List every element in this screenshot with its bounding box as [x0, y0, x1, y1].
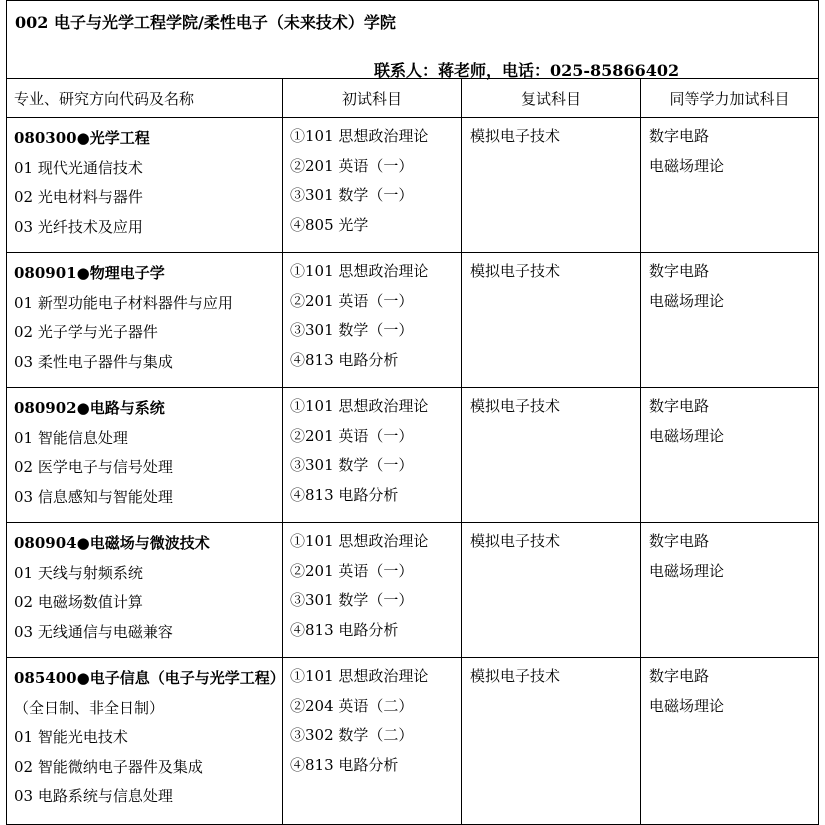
major-title: 085400●电子信息（电子与光学工程）: [14, 669, 285, 687]
extra-cell: [641, 388, 819, 523]
major-cell: [7, 118, 283, 253]
extra-subject: 数字电路: [649, 397, 710, 415]
direction-item: 02 光电材料与器件: [14, 188, 143, 206]
exam-cell: [283, 253, 462, 388]
exam-subject: ②201 英语（一）: [290, 156, 414, 175]
exam-subject: ①101 思想政治理论: [290, 262, 429, 280]
column-header-extra: 同等学力加试科目: [641, 79, 819, 118]
exam-subject: ①101 思想政治理论: [290, 397, 429, 415]
major-title: 080901●物理电子学: [14, 264, 165, 282]
retest-cell: [462, 388, 641, 523]
extra-cell: [641, 253, 819, 388]
extra-cell: [641, 118, 819, 253]
exam-cell: [283, 658, 462, 825]
exam-subject: ②201 英语（一）: [290, 561, 414, 580]
exam-subject: ④813 电路分析: [290, 620, 399, 639]
exam-subject: ④813 电路分析: [290, 485, 399, 504]
exam-subject: ①101 思想政治理论: [290, 532, 429, 550]
exam-subject: ①101 思想政治理论: [290, 667, 429, 685]
extra-subject: 数字电路: [649, 667, 710, 685]
column-header-major: 专业、研究方向代码及名称: [7, 79, 283, 118]
direction-item: 03 无线通信与电磁兼容: [14, 622, 173, 641]
retest-subject: 模拟电子技术: [470, 262, 561, 280]
major-cell: [7, 253, 283, 388]
retest-cell: [462, 658, 641, 825]
major-cell: [7, 388, 283, 523]
retest-cell: [462, 523, 641, 658]
extra-subject: 数字电路: [649, 127, 710, 145]
table-row: [7, 118, 819, 253]
direction-item: 01 现代光通信技术: [14, 158, 143, 177]
exam-cell: [283, 523, 462, 658]
direction-item: 02 智能微纳电子器件及集成: [14, 757, 203, 776]
table-row: [7, 253, 819, 388]
table-row: [7, 658, 819, 825]
exam-cell: [283, 118, 462, 253]
retest-subject: 模拟电子技术: [470, 397, 561, 415]
column-header-retest: 复试科目: [462, 79, 641, 118]
exam-cell: [283, 388, 462, 523]
retest-subject: 模拟电子技术: [470, 667, 561, 685]
exam-subject: ④813 电路分析: [290, 755, 399, 774]
extra-subject: 数字电路: [649, 532, 710, 550]
column-header-exam: 初试科目: [283, 79, 462, 118]
direction-item: 02 光子学与光子器件: [14, 323, 158, 341]
study-mode-note: （全日制、非全日制）: [14, 698, 165, 717]
school-title: 002 电子与光学工程学院/柔性电子（未来技术）学院: [15, 13, 396, 32]
retest-cell: [462, 253, 641, 388]
exam-subject: ④813 电路分析: [290, 350, 399, 369]
exam-subject: ④805 光学: [290, 215, 369, 234]
contact-info: 联系人：蒋老师，电话：025-85866402: [374, 61, 680, 80]
extra-cell: [641, 523, 819, 658]
extra-subject: 电磁场理论: [649, 561, 725, 580]
exam-subject: ③301 数学（一）: [290, 591, 414, 609]
admissions-table: [6, 0, 819, 825]
extra-subject: 电磁场理论: [649, 426, 725, 445]
table-header-cell: [7, 1, 819, 79]
retest-cell: [462, 118, 641, 253]
exam-subject: ②201 英语（一）: [290, 426, 414, 445]
exam-subject: ②204 英语（二）: [290, 696, 414, 715]
major-title: 080904●电磁场与微波技术: [14, 534, 210, 552]
direction-item: 03 电路系统与信息处理: [14, 787, 173, 805]
extra-subject: 电磁场理论: [649, 291, 725, 310]
extra-cell: [641, 658, 819, 825]
exam-subject: ③301 数学（一）: [290, 321, 414, 339]
column-header-row: [7, 79, 819, 118]
direction-item: 01 新型功能电子材料器件与应用: [14, 293, 233, 312]
direction-item: 01 天线与射频系统: [14, 563, 143, 582]
exam-subject: ③301 数学（一）: [290, 186, 414, 204]
extra-subject: 数字电路: [649, 262, 710, 280]
direction-item: 01 智能信息处理: [14, 428, 128, 447]
major-cell: [7, 658, 283, 825]
exam-subject: ③301 数学（一）: [290, 456, 414, 474]
major-cell: [7, 523, 283, 658]
retest-subject: 模拟电子技术: [470, 532, 561, 550]
direction-item: 02 医学电子与信号处理: [14, 458, 173, 476]
table-row: [7, 523, 819, 658]
direction-item: 02 电磁场数值计算: [14, 593, 143, 611]
major-title: 080300●光学工程: [14, 129, 150, 147]
major-title: 080902●电路与系统: [14, 399, 165, 417]
table-row: [7, 388, 819, 523]
extra-subject: 电磁场理论: [649, 696, 725, 715]
exam-subject: ③302 数学（二）: [290, 726, 414, 744]
direction-item: 01 智能光电技术: [14, 728, 128, 746]
exam-subject: ②201 英语（一）: [290, 291, 414, 310]
direction-item: 03 信息感知与智能处理: [14, 487, 173, 506]
exam-subject: ①101 思想政治理论: [290, 127, 429, 145]
retest-subject: 模拟电子技术: [470, 127, 561, 145]
extra-subject: 电磁场理论: [649, 156, 725, 175]
direction-item: 03 光纤技术及应用: [14, 217, 143, 236]
direction-item: 03 柔性电子器件与集成: [14, 352, 173, 371]
